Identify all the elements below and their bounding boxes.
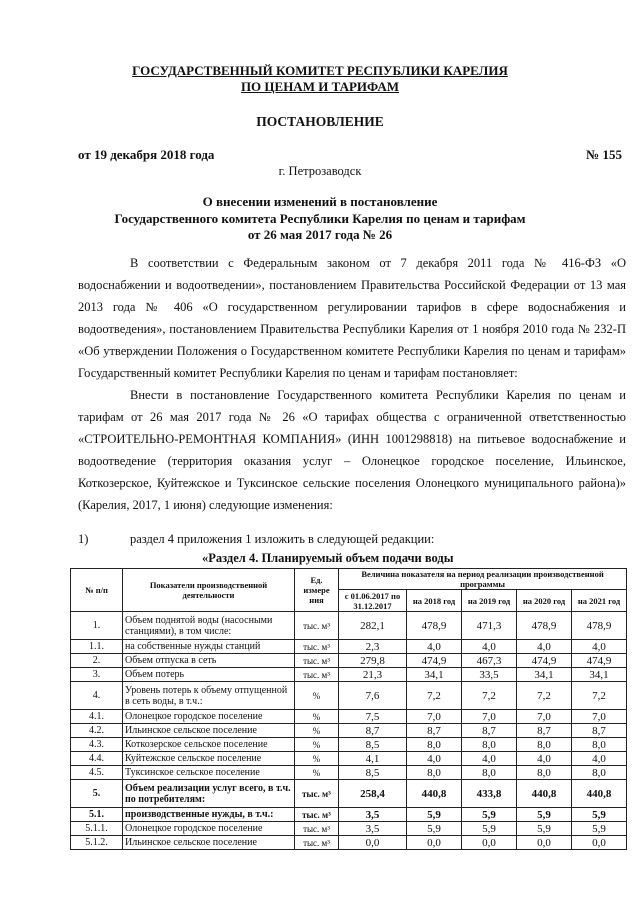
row-unit: % — [295, 766, 339, 780]
title-line3: от 26 мая 2017 года № 26 — [247, 227, 393, 242]
row-number: 4.4. — [71, 752, 123, 766]
row-value: 8,7 — [517, 724, 572, 738]
row-indicator: Объем реализации услуг всего, в т.ч. по потребителям: — [123, 780, 295, 808]
row-indicator: Объем поднятой воды (насосными станциями), в том числе: — [123, 612, 295, 640]
row-value: 471,3 — [462, 612, 517, 640]
row-indicator: Уровень потерь к объему отпущенной в сеть воды, в т.ч.: — [123, 682, 295, 710]
row-indicator: Олонецкое городское поселение — [123, 822, 295, 836]
row-value: 5,9 — [517, 808, 572, 822]
row-number: 5.1.1. — [71, 822, 123, 836]
row-value: 34,1 — [407, 668, 462, 682]
paragraph-2: Внести в постановление Государственного комитета Республики Карелия по ценам и тарифам от 26 мая 2017 года № 26 «О тарифах общества с ограниченной ответственностью «СТРОИТЕЛЬНО-РЕМОНТНАЯ КОМПАНИЯ» (ИНН 1001298818) на питьевое водоснабжение и водоотведение (территория оказания услуг – Олонецкое городское поселение, Ильинское, Коткозерское, Куйтежское и Туксинское сельские поселения Олонецкого муниципального района)» (Карелия, 2017, 1 июня) следующие изменения: — [78, 388, 626, 512]
row-value: 8,7 — [572, 724, 627, 738]
header-year-1: с 01.06.2017 по 31.12.2017 — [339, 590, 407, 612]
row-value: 7,0 — [572, 710, 627, 724]
table-row — [71, 668, 627, 682]
header-num: № п/п — [71, 569, 123, 612]
row-number: 4. — [71, 682, 123, 710]
header-indicator: Показатели производственной деятельности — [123, 569, 295, 612]
row-value: 8,5 — [339, 766, 407, 780]
row-value: 467,3 — [462, 654, 517, 668]
table-row — [71, 836, 627, 850]
row-number: 1.1. — [71, 640, 123, 654]
header-period: Величина показателя на период реализации производственной программы — [339, 569, 627, 590]
row-unit: % — [295, 738, 339, 752]
header-year-2: на 2018 год — [407, 590, 462, 612]
row-value: 7,2 — [407, 682, 462, 710]
row-value: 8,0 — [572, 738, 627, 752]
row-number: 5. — [71, 780, 123, 808]
row-value: 7,0 — [407, 710, 462, 724]
row-value: 8,0 — [462, 738, 517, 752]
production-volume-table — [70, 568, 627, 850]
table-row — [71, 822, 627, 836]
row-indicator: Туксинское сельское поселение — [123, 766, 295, 780]
table-row — [71, 654, 627, 668]
row-value: 8,0 — [407, 766, 462, 780]
row-value: 7,2 — [572, 682, 627, 710]
row-value: 440,8 — [517, 780, 572, 808]
section-title: «Раздел 4. Планируемый объем подачи воды — [202, 551, 454, 565]
row-unit: тыс. м³ — [295, 808, 339, 822]
row-value: 0,0 — [517, 836, 572, 850]
row-value: 474,9 — [407, 654, 462, 668]
row-value: 0,0 — [407, 836, 462, 850]
row-value: 8,0 — [572, 766, 627, 780]
row-value: 4,0 — [572, 752, 627, 766]
row-value: 5,9 — [407, 808, 462, 822]
title-line1: О внесении изменений в постановление — [202, 194, 438, 209]
header-year-3: на 2019 год — [462, 590, 517, 612]
org-name-line1: ГОСУДАРСТВЕННЫЙ КОМИТЕТ РЕСПУБЛИКИ КАРЕЛИЯ — [132, 63, 508, 78]
row-value: 478,9 — [572, 612, 627, 640]
row-value: 0,0 — [572, 836, 627, 850]
row-value: 5,9 — [572, 808, 627, 822]
row-value: 5,9 — [517, 822, 572, 836]
row-value: 478,9 — [517, 612, 572, 640]
row-number: 5.1. — [71, 808, 123, 822]
row-value: 5,9 — [462, 822, 517, 836]
row-value: 440,8 — [572, 780, 627, 808]
row-number: 3. — [71, 668, 123, 682]
doc-date: от 19 декабря 2018 года — [78, 147, 215, 162]
table-row — [71, 682, 627, 710]
row-value: 258,4 — [339, 780, 407, 808]
row-value: 5,9 — [462, 808, 517, 822]
row-indicator: Ильинское сельское поселение — [123, 836, 295, 850]
row-unit: тыс. м³ — [295, 780, 339, 808]
row-value: 7,6 — [339, 682, 407, 710]
row-value: 8,7 — [407, 724, 462, 738]
row-value: 7,2 — [462, 682, 517, 710]
row-number: 5.1.2. — [71, 836, 123, 850]
row-value: 474,9 — [572, 654, 627, 668]
row-value: 8,7 — [339, 724, 407, 738]
row-unit: тыс. м³ — [295, 836, 339, 850]
row-indicator: на собственные нужды станций — [123, 640, 295, 654]
row-value: 8,0 — [462, 766, 517, 780]
table-row — [71, 612, 627, 640]
row-number: 4.2. — [71, 724, 123, 738]
row-number: 4.3. — [71, 738, 123, 752]
header-unit: Ед. измере ния — [295, 569, 339, 612]
row-value: 8,5 — [339, 738, 407, 752]
row-value: 0,0 — [462, 836, 517, 850]
row-value: 7,0 — [462, 710, 517, 724]
row-value: 0,0 — [339, 836, 407, 850]
row-value: 4,0 — [517, 640, 572, 654]
row-value: 7,5 — [339, 710, 407, 724]
row-value: 8,0 — [517, 766, 572, 780]
doc-number: № 155 — [586, 147, 622, 162]
row-value: 33,5 — [462, 668, 517, 682]
table-row — [71, 752, 627, 766]
row-value: 474,9 — [517, 654, 572, 668]
row-value: 4,0 — [572, 640, 627, 654]
row-indicator: Куйтежское сельское поселение — [123, 752, 295, 766]
row-value: 440,8 — [407, 780, 462, 808]
row-unit: тыс. м³ — [295, 668, 339, 682]
row-value: 8,7 — [462, 724, 517, 738]
row-value: 8,0 — [407, 738, 462, 752]
row-indicator: Коткозерское сельское поселение — [123, 738, 295, 752]
row-value: 4,1 — [339, 752, 407, 766]
row-indicator: Ильинское сельское поселение — [123, 724, 295, 738]
row-value: 4,0 — [462, 752, 517, 766]
table-row — [71, 738, 627, 752]
table-body — [71, 612, 627, 850]
row-value: 4,0 — [407, 640, 462, 654]
row-value: 4,0 — [517, 752, 572, 766]
row-value: 3,5 — [339, 808, 407, 822]
body-text — [78, 252, 626, 516]
row-value: 7,0 — [517, 710, 572, 724]
row-value: 4,0 — [462, 640, 517, 654]
row-indicator: Объем отпуска в сеть — [123, 654, 295, 668]
table-row — [71, 724, 627, 738]
row-value: 5,9 — [572, 822, 627, 836]
row-unit: % — [295, 752, 339, 766]
row-value: 34,1 — [517, 668, 572, 682]
row-unit: тыс. м³ — [295, 612, 339, 640]
item-1-text: раздел 4 приложения 1 изложить в следующей редакции: — [130, 532, 435, 546]
row-unit: тыс. м³ — [295, 822, 339, 836]
row-unit: % — [295, 682, 339, 710]
row-number: 4.1. — [71, 710, 123, 724]
item-1-number: 1) — [78, 532, 89, 546]
title-line2: Государственного комитета Республики Карелия по ценам и тарифам — [114, 211, 526, 226]
header-year-5: на 2021 год — [572, 590, 627, 612]
row-value: 279,8 — [339, 654, 407, 668]
row-value: 3,5 — [339, 822, 407, 836]
row-value: 2,3 — [339, 640, 407, 654]
doc-city: г. Петрозаводск — [278, 164, 362, 178]
row-value: 8,0 — [517, 738, 572, 752]
table-row — [71, 710, 627, 724]
row-value: 21,3 — [339, 668, 407, 682]
row-value: 5,9 — [407, 822, 462, 836]
paragraph-1: В соответствии с Федеральным законом от 7 декабря 2011 года № 416-ФЗ «О водоснабжении и водоотведении», постановлением Правительства Российской Федерации от 13 мая 2013 года № 406 «О государственном регулировании тарифов в сфере водоснабжения и водоотведения», постановлением Правительства Республики Карелия от 1 ноября 2010 года № 232-П «Об утверждении Положения о Государственном комитете Республики Карелия по ценам и тарифам» Государственный комитет Республики Карелия по ценам и тарифам постановляет: — [78, 256, 626, 380]
row-value: 7,2 — [517, 682, 572, 710]
doc-type: ПОСТАНОВЛЕНИЕ — [256, 114, 384, 129]
table-row — [71, 808, 627, 822]
row-value: 4,0 — [407, 752, 462, 766]
table-row — [71, 640, 627, 654]
row-indicator: Объем потерь — [123, 668, 295, 682]
row-indicator: Олонецкое городское поселение — [123, 710, 295, 724]
row-value: 478,9 — [407, 612, 462, 640]
org-name-line2: ПО ЦЕНАМ И ТАРИФАМ — [240, 79, 400, 94]
table-row — [71, 780, 627, 808]
row-unit: тыс. м³ — [295, 640, 339, 654]
row-number: 4.5. — [71, 766, 123, 780]
row-value: 34,1 — [572, 668, 627, 682]
row-unit: % — [295, 724, 339, 738]
row-unit: тыс. м³ — [295, 654, 339, 668]
row-number: 2. — [71, 654, 123, 668]
row-number: 1. — [71, 612, 123, 640]
row-value: 282,1 — [339, 612, 407, 640]
row-unit: % — [295, 710, 339, 724]
row-value: 433,8 — [462, 780, 517, 808]
row-indicator: производственные нужды, в т.ч.: — [123, 808, 295, 822]
table-row — [71, 766, 627, 780]
header-year-4: на 2020 год — [517, 590, 572, 612]
